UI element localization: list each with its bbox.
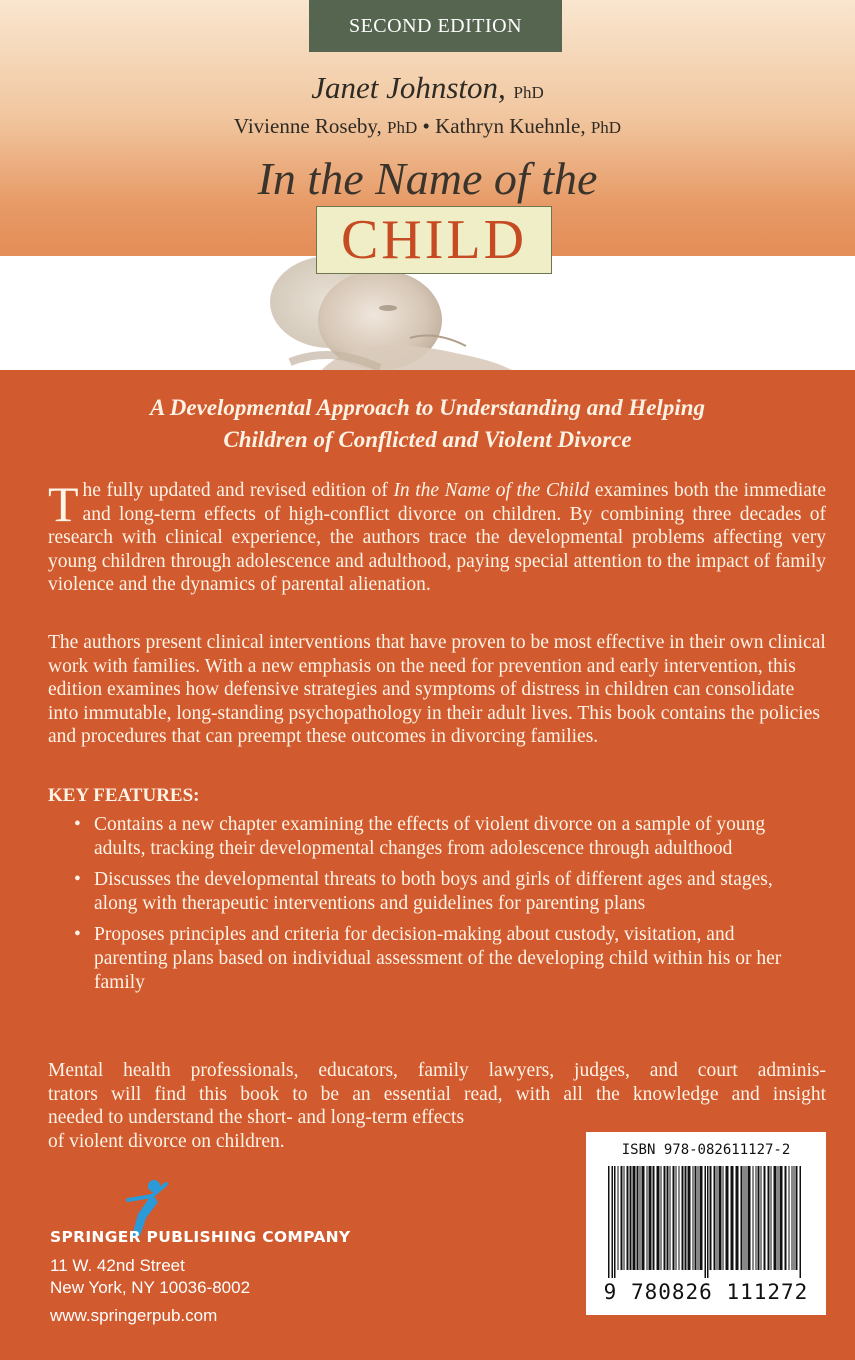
author-separator: • [422,114,430,138]
p1-book-title: In the Name of the Child [393,480,590,501]
barcode-bar [789,1166,790,1270]
barcode-bar [608,1166,610,1278]
barcode-bar [800,1166,802,1278]
barcode-bar [667,1166,669,1270]
isbn-label: ISBN 978-082611127-2 [621,1142,791,1158]
list-item [74,868,794,915]
p3-line3: needed to understand the short- and long-term effects [48,1107,465,1129]
barcode-bar [676,1166,677,1270]
feature-text: Discusses the developmental threats to both boys and girls of different ages and stages, along with therapeutic interventions and guidelines for parenting plans [94,869,773,914]
barcode-bar [661,1166,662,1270]
coauthors [0,114,855,139]
p3-line2: trators will find this book to be an essential read, with all the knowledge and insight [48,1083,826,1105]
barcode-bar [695,1166,697,1270]
barcode-bar [614,1166,616,1278]
book-title-child: CHILD [316,206,552,274]
coauthor-1-name: Vivienne Roseby, [233,114,382,138]
barcode-bar [736,1166,739,1270]
barcode-bar [748,1166,751,1270]
barcode-bar [700,1166,703,1270]
barcode-bar [717,1166,718,1270]
p1-lead: he fully updated and revised edition of [82,480,394,501]
barcode-bar [688,1166,691,1270]
list-item [74,923,794,994]
p3-line1: Mental health professionals, educators, family lawyers, judges, and court adminis- [48,1060,826,1081]
barcode-bar [778,1166,779,1270]
barcode-bar [642,1166,645,1270]
barcode-bar [633,1166,636,1270]
barcode-bar [647,1166,648,1270]
lead-author-name: Janet Johnston, [311,70,506,105]
barcode-bar [756,1166,757,1270]
barcode-bar [649,1166,652,1270]
publisher-website[interactable]: www.springerpub.com [50,1306,218,1325]
list-item [74,813,794,860]
barcode-bar [657,1166,660,1270]
barcode-bar [796,1166,798,1270]
barcode-bar [640,1166,641,1270]
barcode-bar [741,1166,743,1270]
bullet-icon: • [74,924,81,946]
barcode-bar [630,1166,632,1270]
p3-line4: of violent divorce on children. [48,1130,285,1152]
publisher-address-city: New York, NY 10036-8002 [50,1278,251,1297]
bullet-icon: • [74,869,81,891]
barcode-bar [714,1166,716,1270]
barcode-bar [794,1166,795,1270]
coauthor-2-degree: PhD [590,118,622,137]
edition-banner: SECOND EDITION [309,0,562,52]
barcode-bar [653,1166,655,1270]
barcode-bar [618,1166,619,1270]
barcode-bar [726,1166,729,1270]
bullet-icon: • [74,814,81,835]
barcode-bar [710,1166,712,1270]
barcode-bar [768,1166,770,1270]
coauthor-2-name: Kathryn Kuehnle, [435,114,586,138]
barcode-bar [698,1166,699,1270]
barcode-bar [705,1166,707,1278]
barcode-bar [731,1166,734,1270]
isbn-number: 9 780826 111272 [603,1280,809,1304]
description-paragraph-1 [48,476,826,597]
barcode-bar [774,1166,777,1270]
barcode-bar [621,1166,623,1270]
barcode-bar [627,1166,629,1270]
description-paragraph-2: The authors present clinical interventions that have proven to be most effective in their own clinical work with families. With a new emphasis on the need for prevention and early intervention, this edition examines how defensive strategies and symptoms of distress in children can consolidate into immutable, long-standing psychopathology in their adult lives. This book contains the policies and procedures that can preempt these outcomes in divorcing families. [48,632,826,748]
p1-rest: examines both the immediate and long-term effects of high-conflict divorce on children. By combining three decades of research with clinical experience, the authors trace the developmental problems affecting very young children through adolescence and adulthood, paying special attention to the impact of family violence and the dynamics of parental alienation. [48,480,826,596]
subtitle-line2: Children of Conflicted and Violent Divorce [223,427,632,452]
barcode-bar [707,1166,709,1278]
barcode-bar [780,1166,783,1270]
barcode-bar [637,1166,639,1270]
barcode-bar [723,1166,724,1270]
publisher-address-street: 11 W. 42nd Street [50,1256,185,1275]
barcode-bar [673,1166,675,1270]
feature-text: Contains a new chapter examining the effects of violent divorce on a sample of young adults, tracking their developmental changes from adolescence through adulthood [94,814,766,859]
barcode-bar [758,1166,760,1270]
barcode-bar [753,1166,754,1270]
barcode-bar [670,1166,671,1270]
key-features-heading: KEY FEATURES: [48,785,200,806]
barcode-bar [693,1166,694,1270]
drop-cap: T [48,476,79,532]
barcode-bar [624,1166,625,1270]
barcode-bar [746,1166,747,1270]
barcode-bar [682,1166,684,1270]
subtitle-line1: A Developmental Approach to Understanding and Helping [149,395,706,420]
key-features-list [74,813,794,1002]
book-title-line1: In the Name of the [257,153,598,204]
barcode-bar [744,1166,745,1270]
publisher-name: SPRINGER PUBLISHING COMPANY [50,1228,351,1246]
barcode-bar [664,1166,666,1270]
barcode-bars [608,1166,804,1278]
barcode-bar [785,1166,787,1270]
barcode-bar [612,1166,614,1278]
barcode-bar [764,1166,766,1270]
barcode-bar [771,1166,772,1270]
barcode-bar [792,1166,793,1270]
barcode-bar [761,1166,762,1270]
barcode-bar [685,1166,687,1270]
subtitle [0,392,855,456]
lead-author-degree: PhD [513,83,544,102]
lead-author [0,70,855,106]
feature-text: Proposes principles and criteria for decision-making about custody, visitation, and parenting plans based on individual assessment of the developing child within his or her family [94,924,782,993]
barcode-bar [679,1166,680,1270]
isbn-barcode [586,1132,826,1315]
coauthor-1-degree: PhD [387,118,418,137]
barcode-bar [719,1166,722,1270]
